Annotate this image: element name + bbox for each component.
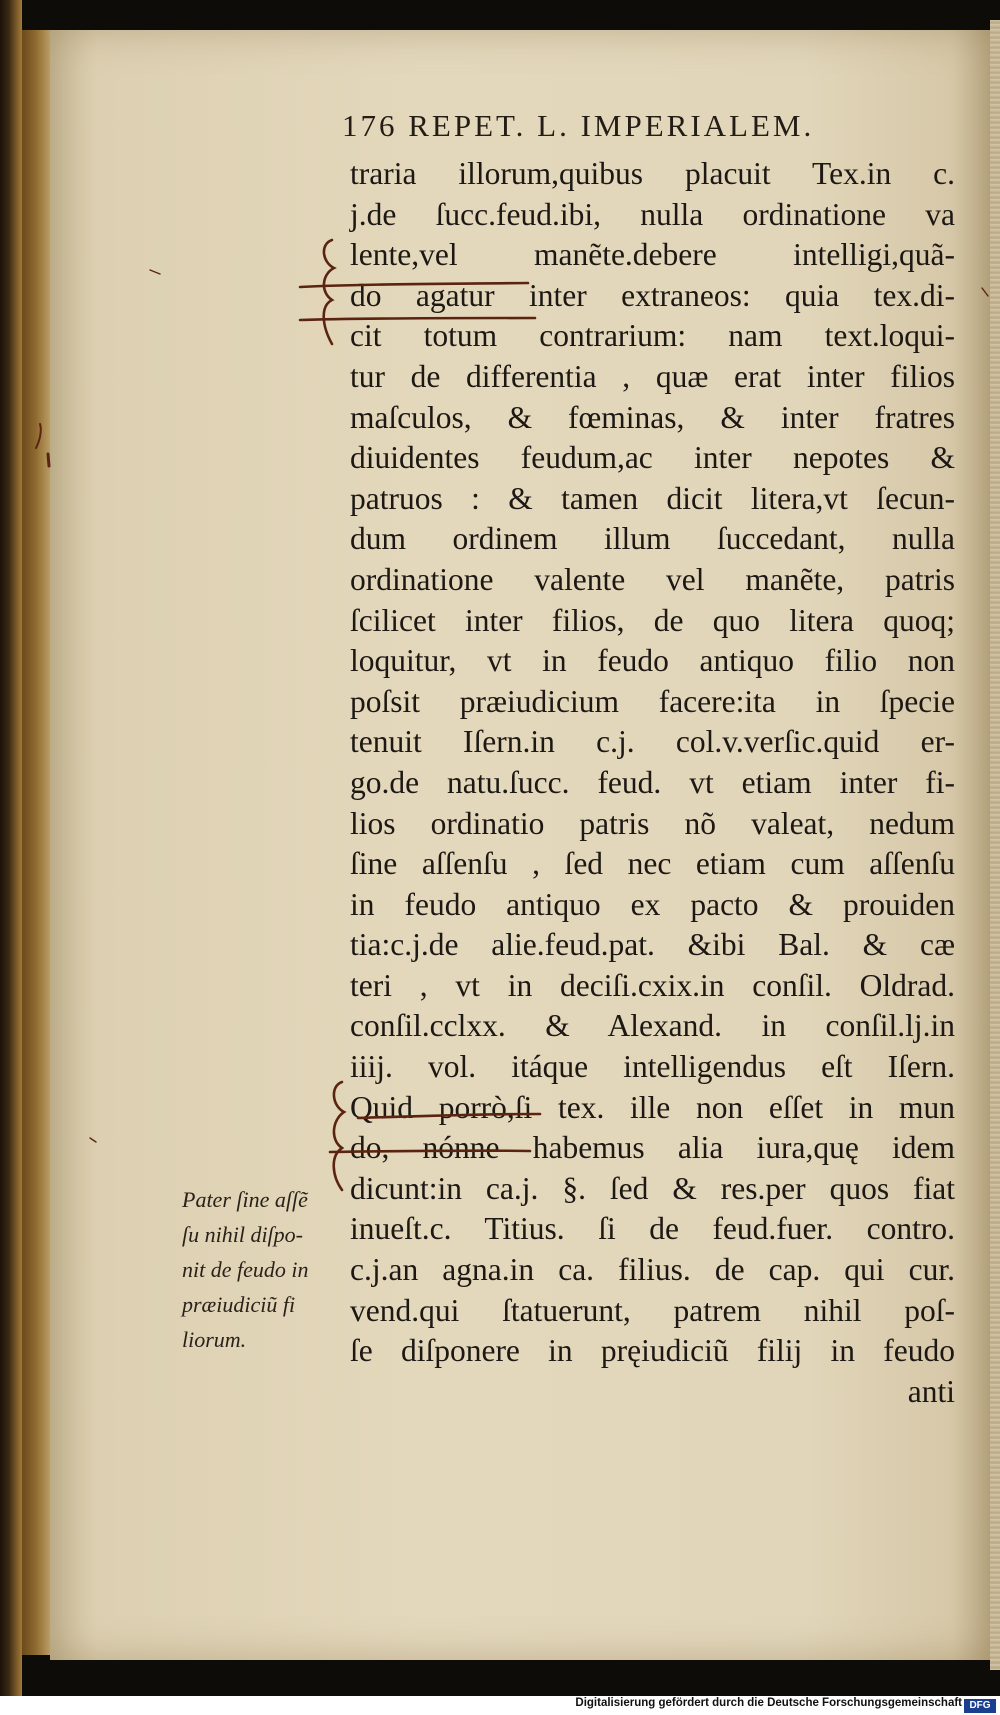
marginal-note-line: liorum. — [182, 1327, 247, 1352]
marginal-note-line: Pater ſine aſſẽ — [182, 1187, 308, 1212]
text-line: ſe diſponere in pręiudiciũ filij in feudo — [350, 1333, 955, 1369]
text-line: ordinatione valente vel manẽte, patris — [350, 561, 955, 597]
text-line: vend.qui ſtatuerunt, patrem nihil poſ- — [350, 1292, 955, 1328]
text-line: poſsit præiudicium facere:ita in ſpecie — [350, 683, 955, 719]
text-line: go.de natu.ſucc. feud. vt etiam inter fi- — [350, 764, 955, 800]
text-line: tia:c.j.de alie.feud.pat. &ibi Bal. & cæ — [350, 927, 955, 963]
text-line: dum ordinem illum ſuccedant, nulla — [350, 521, 955, 557]
text-line: lios ordinatio patris nõ valeat, nedum — [350, 805, 955, 841]
footer-credit: Digitalisierung gefördert durch die Deutsche Forschungsgemeinschaft — [575, 1697, 962, 1709]
text-line: cit totum contrarium: nam text.loqui- — [350, 318, 955, 354]
text-line: tur de differentia , quæ erat inter filios — [350, 358, 955, 394]
marginal-note-line: ſu nihil diſpo- — [182, 1222, 303, 1247]
dfg-logo-icon: DFG — [964, 1699, 996, 1713]
text-line: diuidentes feudum,ac inter nepotes & — [350, 440, 955, 476]
text-line: maſculos, & fœminas, & inter fratres — [350, 399, 955, 435]
text-line: do agatur inter extraneos: quia tex.di- — [350, 277, 955, 313]
catchword: anti — [907, 1373, 955, 1409]
text-line: teri , vt in deciſi.cxix.in conſil. Oldrad. — [350, 967, 955, 1003]
text-line: do, nónne habemus alia iura,quę idem — [350, 1130, 955, 1166]
text-line: Quid porrò,ſi tex. ille non eſſet in mun — [350, 1089, 955, 1125]
text-line: j.de ſucc.feud.ibi, nulla ordinatione va — [350, 196, 955, 232]
text-line: in feudo antiquo ex pacto & prouiden — [350, 886, 955, 922]
page-fore-edge — [990, 20, 1000, 1670]
text-line: tenuit Iſern.in c.j. col.v.verſic.quid er- — [350, 724, 955, 760]
text-line: conſil.cclxx. & Alexand. in conſil.lj.in — [350, 1008, 955, 1044]
text-line: inueſt.c. Titius. ſi de feud.fuer. contro. — [350, 1211, 955, 1247]
marginal-note-line: præiudiciũ fi — [182, 1292, 296, 1317]
marginal-note-line: nit de feudo in — [182, 1257, 309, 1282]
text-line: loquitur, vt in feudo antiquo filio non — [350, 643, 955, 679]
running-header: 176 REPET. L. IMPERIALEM. — [342, 108, 815, 143]
text-line: iiij. vol. itáque intelligendus eſt Iſern. — [350, 1049, 955, 1085]
text-line: dicunt:in ca.j. §. ſed & res.per quos fiat — [350, 1170, 955, 1206]
book-binding-edge — [0, 0, 22, 1715]
text-line: c.j.an agna.in ca. filius. de cap. qui cur. — [350, 1252, 955, 1288]
text-line: traria illorum,quibus placuit Tex.in c. — [350, 156, 955, 191]
text-line: patruos : & tamen dicit litera,vt ſecun- — [350, 480, 955, 516]
text-line: ſcilicet inter filios, de quo litera quoq; — [350, 602, 955, 638]
text-line: lente,vel manẽte.debere intelligi,quã- — [350, 237, 955, 273]
main-text-block — [350, 154, 955, 1412]
text-line: ſine aſſenſu , ſed nec etiam cum aſſenſu — [350, 846, 955, 882]
marginal-note — [182, 1182, 352, 1357]
